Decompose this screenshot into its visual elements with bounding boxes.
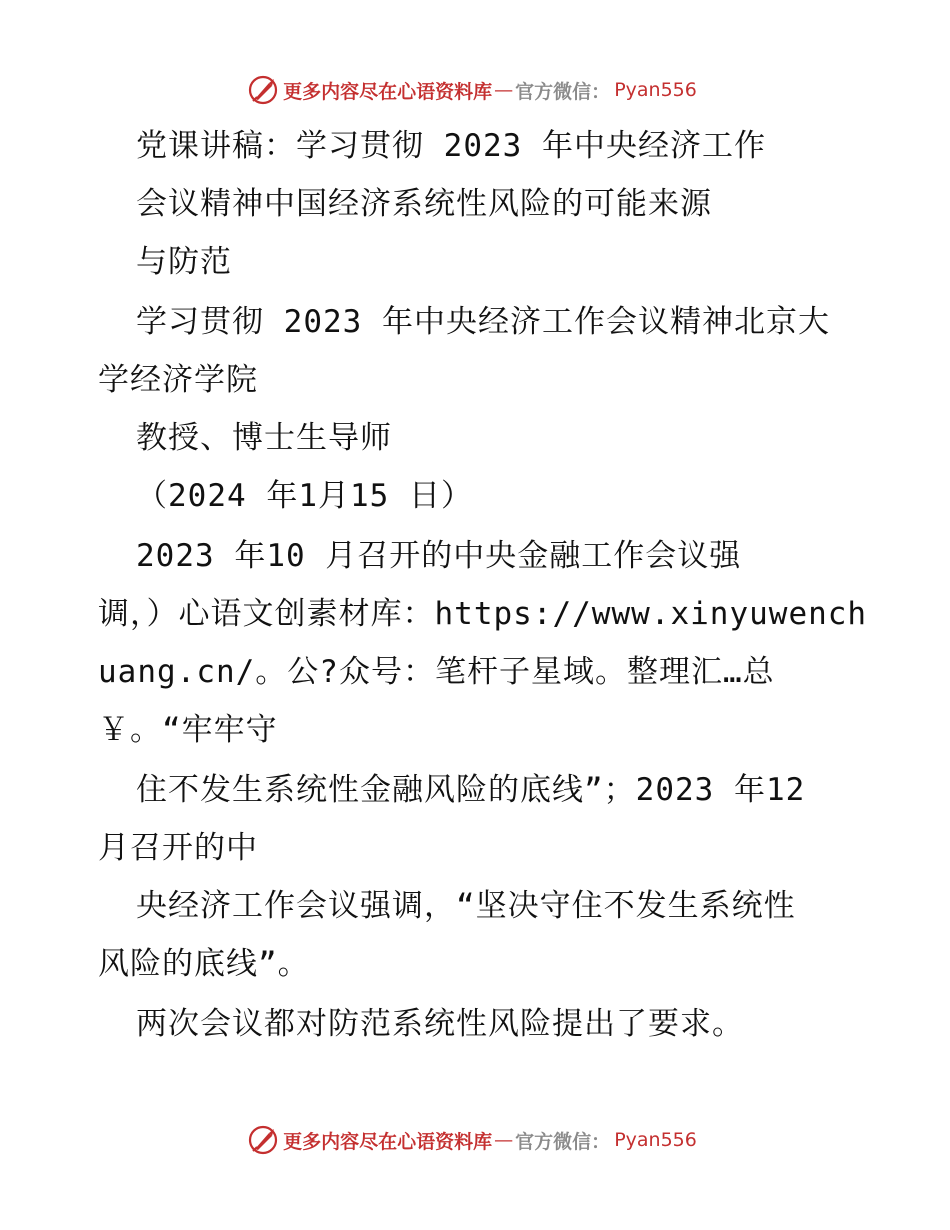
paragraph-line: 央经济工作会议强调，“坚决守住不发生系统性 (136, 888, 796, 924)
paragraph-line: 月召开的中 (98, 830, 258, 866)
footer-watermark (0, 1122, 950, 1158)
title-line-2: 会议精神中国经济系统性风险的可能来源 (136, 186, 712, 222)
paragraph-line: 住不发生系统性金融风险的底线”；2023 年12 (136, 772, 806, 808)
watermark-dash: — (494, 1129, 514, 1151)
watermark-id: Pyan556 (614, 79, 697, 101)
title-line-1: 党课讲稿：学习贯彻 2023 年中央经济工作 (136, 128, 766, 164)
watermark-main-text: 更多内容尽在心语资料库 (283, 1130, 493, 1153)
watermark-main-text: 更多内容尽在心语资料库 (283, 80, 493, 103)
watermark-id: Pyan556 (614, 1129, 697, 1151)
paragraph-line: 调，）心语文创素材库：https://www.xinyuwench (98, 596, 868, 632)
paragraph-line: 学经济学院 (98, 362, 258, 398)
paragraph-line: 教授、博士生导师 (136, 420, 392, 456)
watermark-label: 官方微信： (515, 80, 611, 103)
title-line-3: 与防范 (136, 244, 232, 280)
paragraph-line: 两次会议都对防范系统性风险提出了要求。 (136, 1006, 744, 1042)
watermark-label: 官方微信： (515, 1130, 611, 1153)
paragraph-line: 风险的底线”。 (98, 946, 310, 982)
watermark-dash: — (494, 79, 514, 101)
quill-logo-icon (247, 1124, 279, 1156)
paragraph-line: uang.cn/。公?众号：笔杆子星域。整理汇…总 (98, 654, 775, 690)
paragraph-line: 2023 年10 月召开的中央金融工作会议强 (136, 538, 742, 574)
paragraph-line: ￥。“牢牢守 (98, 712, 278, 748)
paragraph-line: 学习贯彻 2023 年中央经济工作会议精神北京大 (136, 304, 830, 340)
date-line: （2024 年1月15 日） (136, 478, 473, 514)
